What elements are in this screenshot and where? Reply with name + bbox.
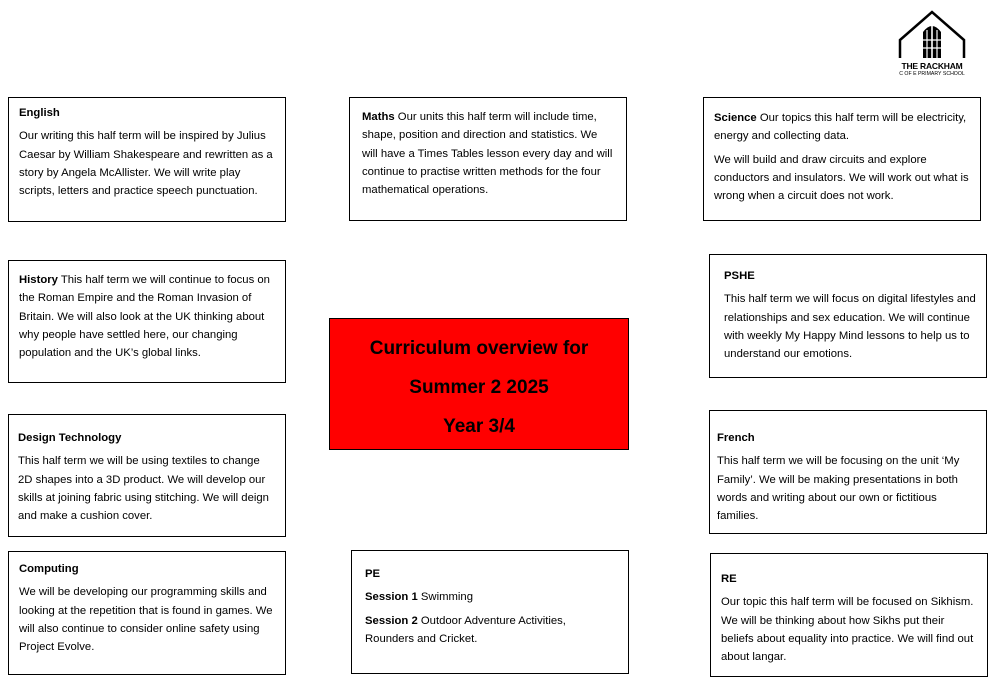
history-body: This half term we will continue to focus on the Roman Empire and the Roman Invasion of Britain. We will also look at the UK thinking about why people have settled here, our changing population and the UK’s global links. xyxy=(19,274,270,360)
pe-session-2-label: Session 2 xyxy=(365,614,418,627)
science-title: Science xyxy=(714,112,757,124)
school-logo xyxy=(896,10,968,80)
pe-box xyxy=(351,550,629,674)
maths-box xyxy=(349,97,627,221)
science-box xyxy=(703,97,981,221)
pshe-body: This half term we will focus on digital lifestyles and relationships and sex education. We will continue with weekly My Happy Mind lessons to help us to understand our emotions. xyxy=(724,293,976,361)
dt-title: Design Technology xyxy=(18,432,122,444)
dt-body: This half term we will be using textiles to change 2D shapes into a 3D product. We will develop our skills at joining fabric using stitching. We will deign and make a cushion cover. xyxy=(18,455,269,523)
school-building-icon xyxy=(896,10,968,62)
history-title: History xyxy=(19,274,58,286)
title-line-1: Curriculum overview for xyxy=(369,338,589,359)
science-body-1: Our topics this half term will be electricity, energy and collecting data. xyxy=(714,112,967,143)
pe-title: PE xyxy=(365,568,381,580)
french-body: This half term we will be focusing on the unit ‘My Family’. We will be making presentations in both words and writing about our own or fictitious families. xyxy=(717,455,960,523)
maths-title: Maths xyxy=(362,111,395,123)
science-body-2: We will build and draw circuits and explore conductors and insulators. We will work out what is wrong when a circuit does not work. xyxy=(714,153,969,203)
pshe-title: PSHE xyxy=(724,270,755,282)
curriculum-overview-title xyxy=(329,318,629,450)
french-box xyxy=(709,410,987,534)
computing-box xyxy=(8,551,286,675)
english-box xyxy=(8,97,286,222)
title-line-3: Year 3/4 xyxy=(443,416,515,437)
english-title: English xyxy=(19,107,60,119)
re-body: Our topic this half term will be focused on Sikhism. We will be thinking about how Sikhs put their beliefs about equality into practice. We will find out about langar. xyxy=(721,596,974,664)
maths-body: Our units this half term will include time, shape, position and direction and statistics. We will have a Times Tables lesson every day and will continue to practise written methods for the four mathematical operations. xyxy=(362,111,613,197)
pe-session-2-text: Outdoor Adventure Activities, Rounders and Cricket. xyxy=(365,614,566,645)
pe-session-1-label: Session 1 xyxy=(365,591,418,604)
history-box xyxy=(8,260,286,383)
school-subtitle: C OF E PRIMARY SCHOOL xyxy=(899,71,965,77)
english-body: Our writing this half term will be inspired by Julius Caesar by William Shakespeare and rewritten as a story by Angela McAllister. We will write play scripts, letters and practice speech punctuation. xyxy=(19,130,273,198)
french-title: French xyxy=(717,432,755,444)
design-technology-box xyxy=(8,414,286,537)
school-name: THE RACKHAM xyxy=(901,61,963,71)
re-title: RE xyxy=(721,573,737,585)
title-line-2: Summer 2 2025 xyxy=(409,377,549,398)
pshe-box xyxy=(709,254,987,378)
computing-body: We will be developing our programming skills and looking at the repetition that is found in games. We will also continue to consider online safety using Project Evolve. xyxy=(19,586,273,654)
re-box xyxy=(710,553,988,677)
computing-title: Computing xyxy=(19,563,79,575)
pe-session-1-text: Swimming xyxy=(417,591,473,604)
